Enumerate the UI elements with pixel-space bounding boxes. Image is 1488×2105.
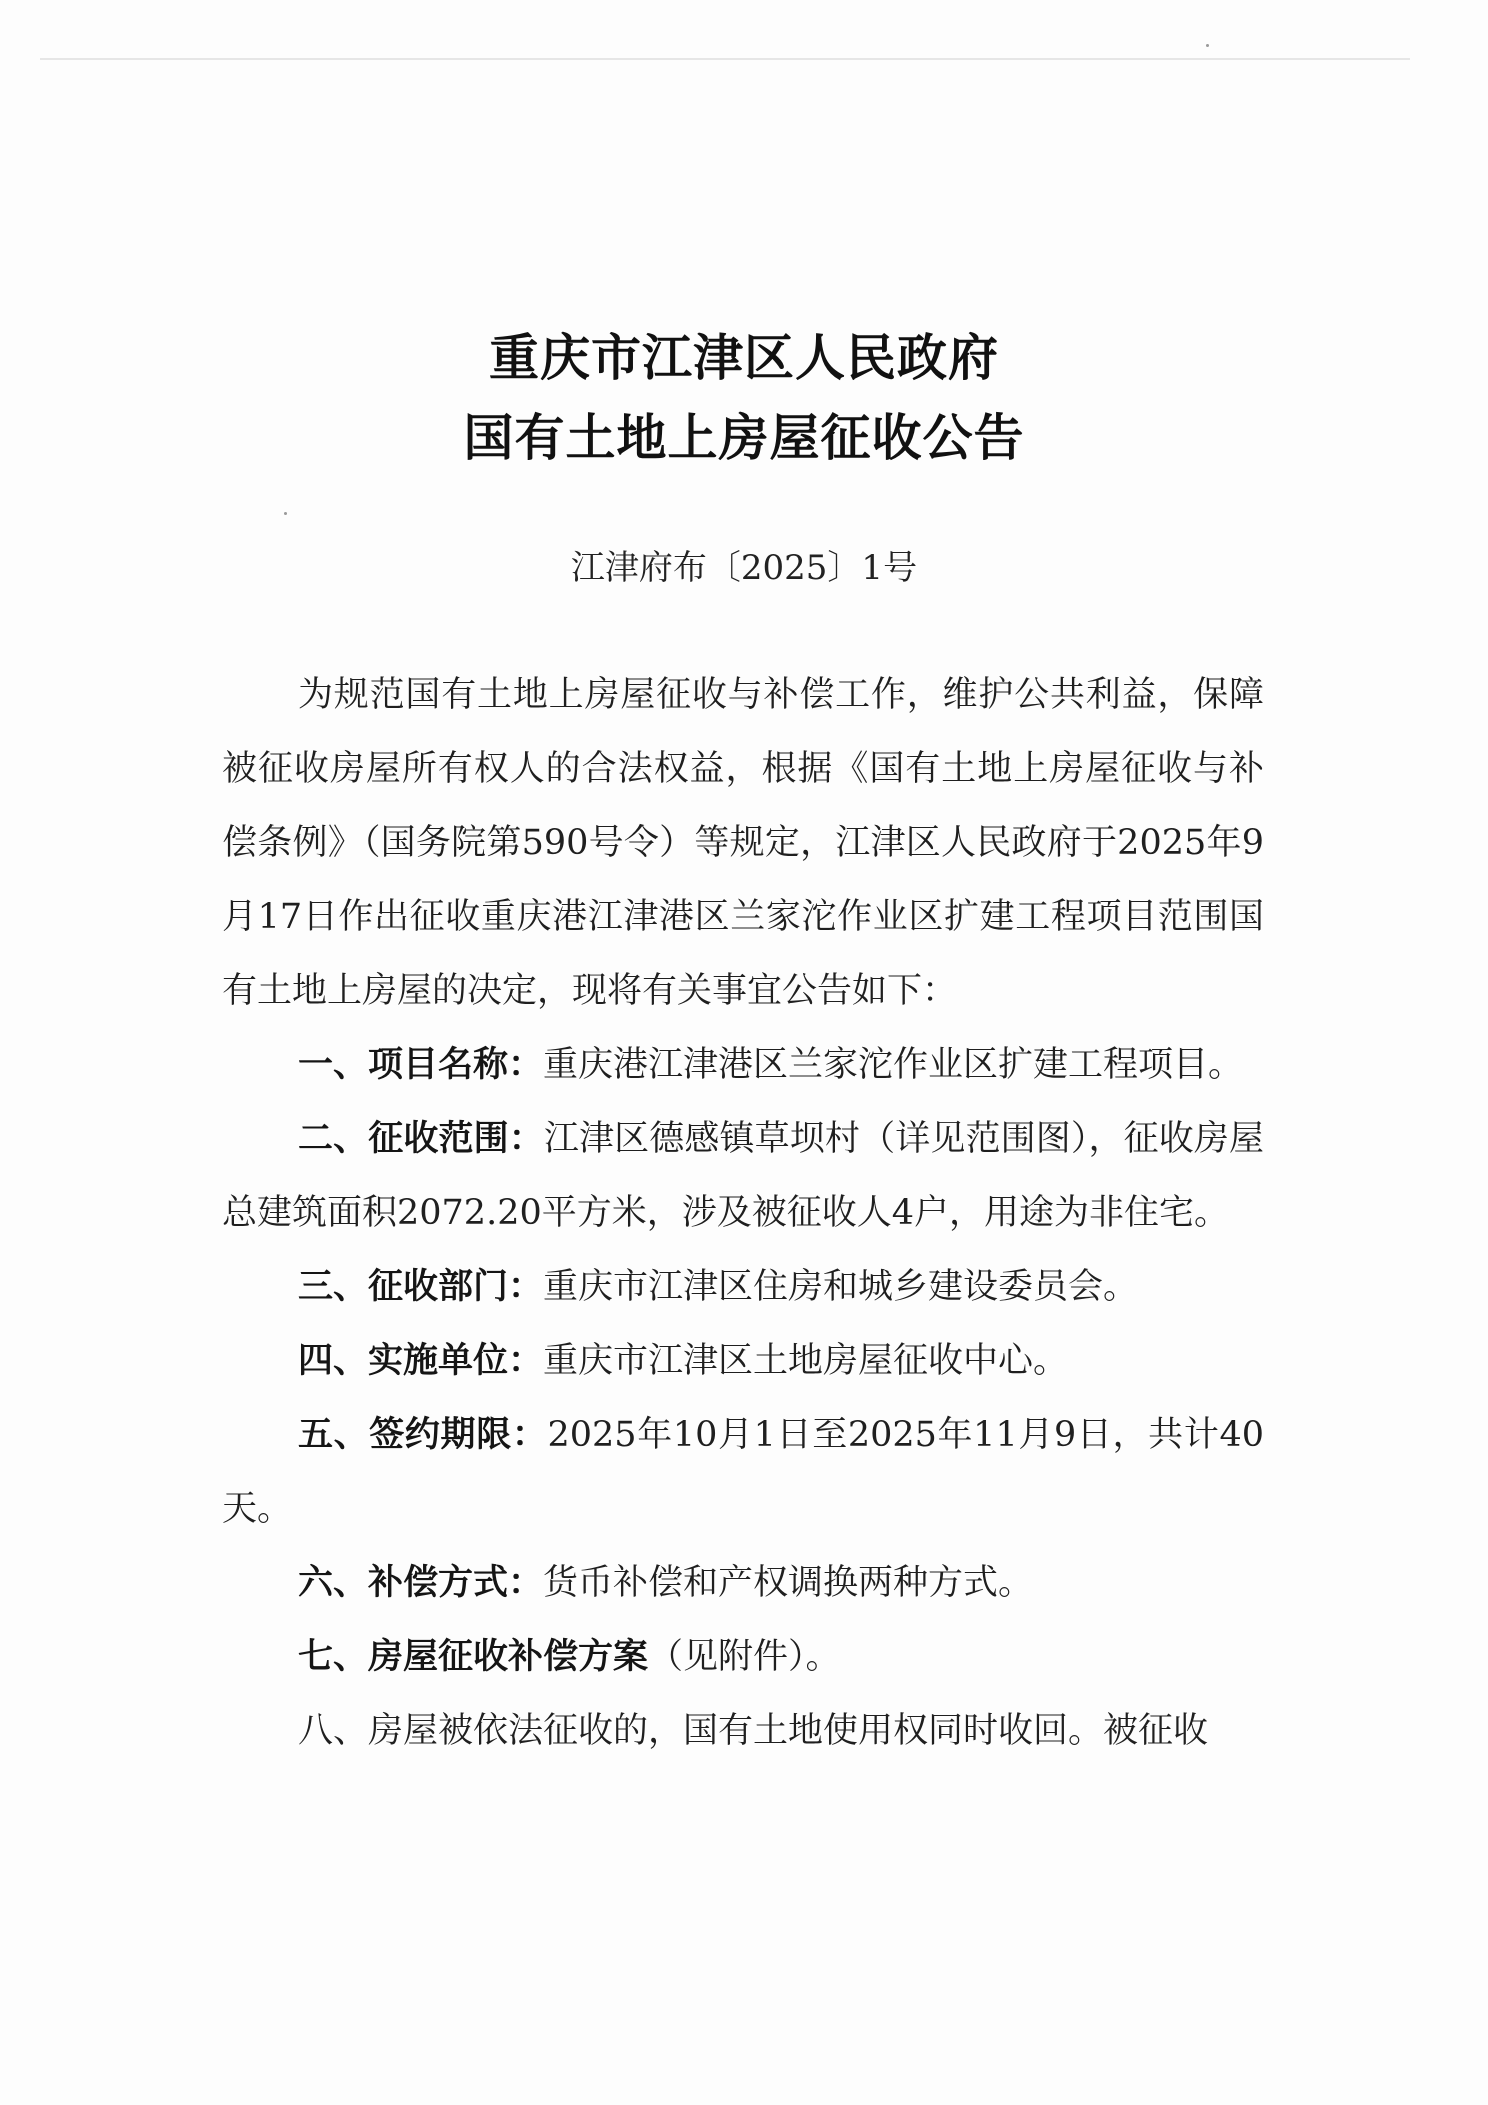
item-label: 五、签约期限：	[298, 1415, 548, 1455]
document-number: 江津府布〔2025〕1号	[570, 548, 918, 588]
item-text: 2025年10月1日至2025年11月9日，共计40天。	[222, 1415, 1264, 1529]
item-paragraph	[222, 1694, 1264, 1768]
item-text: 重庆市江津区住房和城乡建设委员会。	[543, 1267, 1139, 1307]
item-label: 六、补偿方式：	[298, 1563, 544, 1603]
item-label: 一、项目名称：	[298, 1045, 544, 1085]
item-label: 二、征收范围：	[298, 1119, 544, 1159]
item-text: 货币补偿和产权调换两种方式。	[543, 1563, 1034, 1603]
title-line-2: 国有土地上房屋征收公告	[463, 408, 1025, 467]
item-paragraph	[222, 1398, 1264, 1546]
item-paragraph	[222, 1324, 1264, 1398]
scan-edge-line	[40, 58, 1410, 60]
intro-paragraph: 为规范国有土地上房屋征收与补偿工作，维护公共利益，保障被征收房屋所有权人的合法权益，根据《国有土地上房屋征收与补偿条例》（国务院第590号令）等规定，江津区人民政府于2025年9月17日作出征收重庆港江津港区兰家沱作业区扩建工程项目范围国有土地上房屋的决定，现将有关事宜公告如下：	[222, 675, 1264, 1011]
item-text: 重庆港江津港区兰家沱作业区扩建工程项目。	[543, 1045, 1244, 1085]
item-text: 八、房屋被依法征收的，国有土地使用权同时收回。被征收	[298, 1711, 1209, 1751]
item-paragraph	[222, 1028, 1264, 1102]
item-label: 七、房屋征收补偿方案	[298, 1637, 649, 1677]
item-text: （见附件）。	[648, 1637, 841, 1677]
item-text: 重庆市江津区土地房屋征收中心。	[543, 1341, 1069, 1381]
item-paragraph	[222, 1546, 1264, 1620]
document-body	[222, 658, 1264, 1768]
scan-speck	[1206, 44, 1209, 47]
item-paragraph	[222, 1102, 1264, 1250]
scan-speck	[284, 512, 287, 515]
item-text: 江津区德感镇草坝村（详见范围图），征收房屋总建筑面积2072.20平方米，涉及被征收人4户，用途为非住宅。	[222, 1119, 1264, 1233]
document-title	[0, 318, 1488, 478]
item-label: 三、征收部门：	[298, 1267, 544, 1307]
item-paragraph	[222, 1620, 1264, 1694]
item-paragraph	[222, 1250, 1264, 1324]
item-label: 四、实施单位：	[298, 1341, 544, 1381]
title-line-1: 重庆市江津区人民政府	[489, 328, 999, 387]
